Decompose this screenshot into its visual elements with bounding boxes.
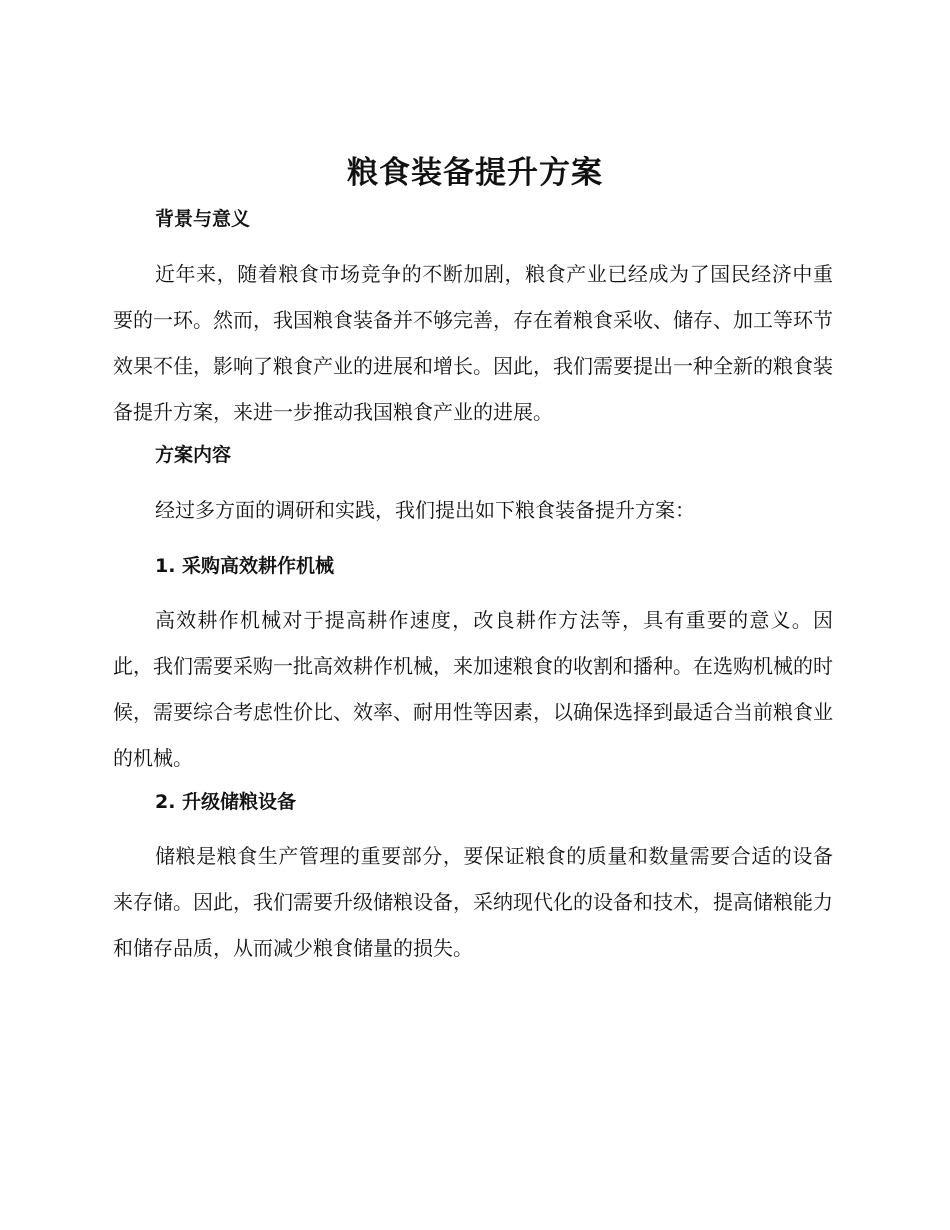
section-paragraph-background: 近年来，随着粮食市场竞争的不断加剧，粮食产业已经成为了国民经济中重要的一环。然而，我国粮食装备并不够完善，存在着粮食采收、储存、加工等环节效果不佳，影响了粮食产业的进展和增长。因此，我们需要提出一种全新的粮食装备提升方案，来进一步推动我国粮食产业的进展。 [113, 262, 833, 424]
section-heading-upgrade-storage: 2. 升级储粮设备 [155, 791, 297, 813]
section-heading-plan-content: 方案内容 [155, 444, 232, 466]
section-heading-background: 背景与意义 [155, 208, 251, 230]
document-title: 粮食装备提升方案 [347, 155, 603, 191]
section-paragraph-purchase-machinery: 高效耕作机械对于提高耕作速度，改良耕作方法等，具有重要的意义。因此，我们需要采购一批高效耕作机械，来加速粮食的收割和播种。在选购机械的时候，需要综合考虑性价比、效率、耐用性等因素，以确保选择到最适合当前粮食业的机械。 [113, 608, 833, 770]
section-heading-purchase-machinery: 1. 采购高效耕作机械 [155, 555, 335, 577]
section-paragraph-upgrade-storage: 储粮是粮食生产管理的重要部分，要保证粮食的质量和数量需要合适的设备来存储。因此，我们需要升级储粮设备，采纳现代化的设备和技术，提高储粮能力和储存品质，从而减少粮食储量的损失。 [113, 844, 833, 960]
section-paragraph-plan-content: 经过多方面的调研和实践，我们提出如下粮食装备提升方案： [155, 498, 695, 522]
